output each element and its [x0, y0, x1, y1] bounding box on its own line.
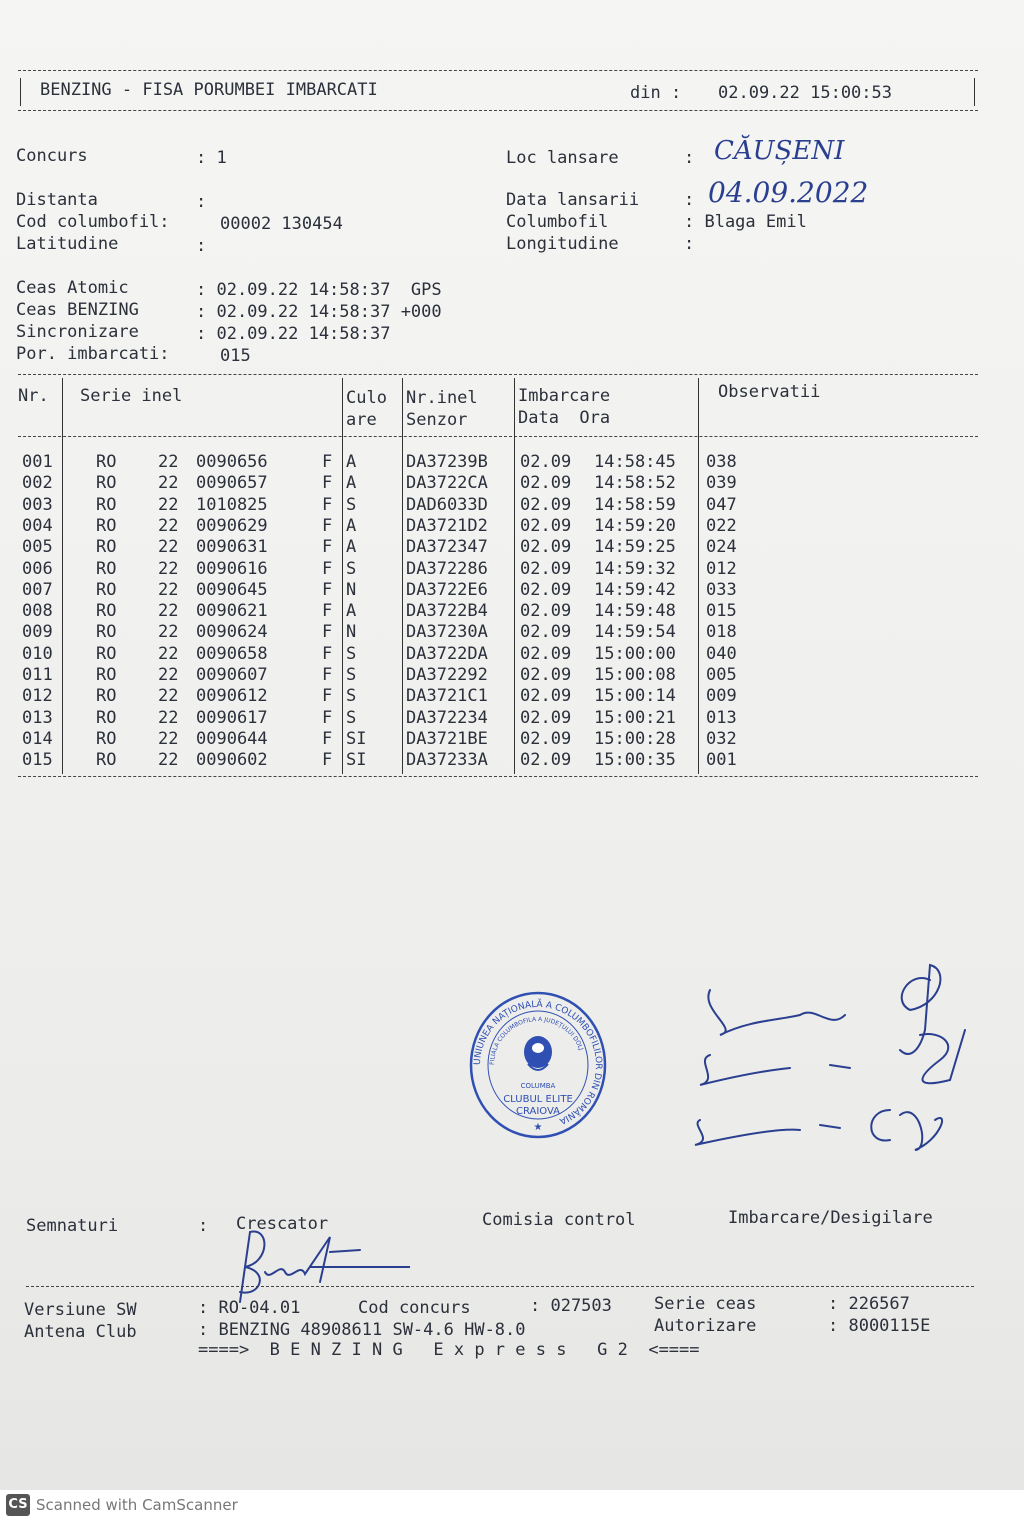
header-observatii: Observatii — [718, 382, 821, 402]
document-title: BENZING - FISA PORUMBEI IMBARCATI — [40, 80, 378, 100]
distanta-label: Distanta — [16, 190, 98, 210]
cell-sex: F — [322, 686, 333, 707]
cell-obs: 013 — [706, 707, 737, 728]
cell-nr: 012 — [22, 686, 53, 707]
cell-year: 22 — [158, 643, 179, 664]
cell-ring: 0090607 — [196, 665, 268, 685]
header-nr: Nr. — [18, 386, 49, 406]
header-serie-inel: Serie inel — [80, 386, 183, 406]
cell-sex: F — [322, 601, 333, 622]
col-line-observatii — [698, 378, 699, 774]
cell-color: A — [346, 515, 357, 536]
versiune-label: Versiune SW — [24, 1300, 137, 1320]
cell-country: RO — [96, 750, 117, 771]
cell-country: RO — [96, 452, 117, 472]
signature-2-mark — [920, 1030, 965, 1083]
cell-ring: 0090602 — [196, 750, 268, 771]
cell-year: 22 — [158, 728, 179, 749]
table-top-border — [18, 374, 978, 375]
cell-sensor: DA3722CA — [406, 473, 488, 494]
stamp-star-icon: ★ — [533, 1122, 543, 1133]
cell-country: RO — [96, 601, 117, 622]
cell-sensor: DA3722E6 — [406, 579, 488, 600]
cell-time: 14:59:48 — [594, 601, 676, 622]
header-left-border — [20, 78, 21, 106]
cell-date: 02.09 — [520, 537, 572, 558]
concurs-label: Concurs — [16, 146, 88, 166]
semnaturi-label: Semnaturi — [26, 1216, 119, 1236]
cell-year: 22 — [158, 537, 179, 558]
cell-time: 14:59:20 — [594, 515, 676, 536]
cell-sex: F — [322, 643, 333, 664]
crescator-label: Crescator — [236, 1214, 329, 1234]
serie-ceas-value: : 226567 — [828, 1294, 910, 1314]
cell-nr: 010 — [22, 643, 53, 664]
table-header-border — [18, 436, 978, 437]
semnaturi-colon: : — [198, 1216, 209, 1236]
cell-year: 22 — [158, 750, 179, 771]
cell-date: 02.09 — [520, 452, 572, 472]
stamp-inner-text: FILIALA COLUMBOFILA A JUDEȚULUI DOLJ — [488, 1015, 585, 1066]
stamp-club-line1: CLUBUL ELITE — [503, 1094, 573, 1105]
por-imbarcati-label: Por. imbarcati: — [16, 344, 170, 364]
cell-color: S — [346, 494, 357, 515]
ceas-benzing-label: Ceas BENZING — [16, 300, 139, 320]
cell-country: RO — [96, 728, 117, 749]
header-data-ora: Data Ora — [518, 408, 611, 428]
cell-date: 02.09 — [520, 665, 572, 685]
cell-country: RO — [96, 515, 117, 536]
cell-country: RO — [96, 665, 117, 685]
por-imbarcati-value: 015 — [220, 346, 251, 366]
latitudine-value: : — [196, 236, 207, 256]
cell-date: 02.09 — [520, 473, 572, 494]
cell-year: 22 — [158, 473, 179, 494]
cell-nr: 004 — [22, 515, 53, 536]
cell-year: 22 — [158, 515, 179, 536]
cell-year: 22 — [158, 452, 179, 472]
cell-color: A — [346, 537, 357, 558]
cell-nr: 015 — [22, 750, 53, 771]
cell-ring: 0090621 — [196, 601, 268, 622]
col-line-imbarcare — [514, 378, 515, 774]
cell-sex: F — [322, 579, 333, 600]
cell-obs: 040 — [706, 643, 737, 664]
header-nrinel: Nr.inel — [406, 388, 478, 408]
cell-color: N — [346, 622, 357, 643]
cell-sex: F — [322, 750, 333, 771]
header-din-value: 02.09.22 15:00:53 — [718, 83, 892, 103]
latitudine-label: Latitudine — [16, 234, 119, 254]
cell-date: 02.09 — [520, 686, 572, 707]
cell-color: S — [346, 558, 357, 579]
cell-country: RO — [96, 686, 117, 707]
cell-sensor: DA37233A — [406, 750, 488, 771]
cell-obs: 033 — [706, 579, 737, 600]
loc-lansare-colon: : — [684, 148, 695, 168]
cell-ring: 0090658 — [196, 643, 268, 664]
cell-date: 02.09 — [520, 728, 572, 749]
cell-year: 22 — [158, 707, 179, 728]
footer-separator — [26, 1286, 974, 1287]
signature-1-mark — [900, 965, 940, 1054]
cell-time: 14:58:45 — [594, 452, 676, 472]
cell-sex: F — [322, 494, 333, 515]
cell-ring: 0090629 — [196, 515, 268, 536]
cell-sensor: DA3722DA — [406, 643, 488, 664]
cell-nr: 001 — [22, 452, 53, 472]
cell-time: 15:00:35 — [594, 750, 676, 771]
comisia-label: Comisia control — [482, 1210, 636, 1230]
autorizare-value: : 8000115E — [828, 1316, 931, 1336]
header-right-border — [974, 78, 975, 106]
cell-ring: 0090612 — [196, 686, 268, 707]
stamp-columba: COLUMBA — [520, 1082, 556, 1090]
camscanner-label: Scanned with CamScanner — [36, 1496, 238, 1514]
header-culo: Culo — [346, 388, 387, 408]
cell-nr: 006 — [22, 558, 53, 579]
cell-time: 15:00:28 — [594, 728, 676, 749]
cell-date: 02.09 — [520, 643, 572, 664]
cell-obs: 038 — [706, 452, 737, 472]
cell-ring: 0090624 — [196, 622, 268, 643]
cell-time: 14:59:25 — [594, 537, 676, 558]
antena-label: Antena Club — [24, 1322, 137, 1342]
cell-time: 14:59:42 — [594, 579, 676, 600]
cell-year: 22 — [158, 665, 179, 685]
cell-sensor: DA372347 — [406, 537, 488, 558]
cell-nr: 005 — [22, 537, 53, 558]
ceas-benzing-value: : 02.09.22 14:58:37 +000 — [196, 302, 442, 322]
cell-sex: F — [322, 707, 333, 728]
cell-sex: F — [322, 622, 333, 643]
cell-obs: 018 — [706, 622, 737, 643]
cell-time: 15:00:21 — [594, 707, 676, 728]
cell-ring: 0090616 — [196, 558, 268, 579]
cell-obs: 047 — [706, 494, 737, 515]
cell-year: 22 — [158, 622, 179, 643]
longitudine-value: : — [684, 234, 695, 254]
cell-sex: F — [322, 728, 333, 749]
club-stamp — [468, 990, 608, 1140]
cell-nr: 003 — [22, 494, 53, 515]
autorizare-label: Autorizare — [654, 1316, 757, 1336]
cell-color: S — [346, 686, 357, 707]
cell-nr: 007 — [22, 579, 53, 600]
cell-time: 15:00:08 — [594, 665, 676, 685]
header-top-border — [18, 70, 978, 71]
cell-sex: F — [322, 537, 333, 558]
cell-time: 15:00:14 — [594, 686, 676, 707]
cell-sensor: DA3721D2 — [406, 515, 488, 536]
antena-value: : BENZING 48908611 SW-4.6 HW-8.0 — [198, 1320, 526, 1340]
cell-time: 14:59:32 — [594, 558, 676, 579]
columbofil-label: Columbofil — [506, 212, 609, 232]
cell-date: 02.09 — [520, 579, 572, 600]
ceas-atomic-label: Ceas Atomic — [16, 278, 129, 298]
cell-sensor: DA372286 — [406, 558, 488, 579]
cell-nr: 009 — [22, 622, 53, 643]
cell-date: 02.09 — [520, 601, 572, 622]
cell-year: 22 — [158, 686, 179, 707]
cell-nr: 011 — [22, 665, 53, 685]
cell-obs: 009 — [706, 686, 737, 707]
cell-color: SI — [346, 728, 367, 749]
cell-date: 02.09 — [520, 494, 572, 515]
cell-obs: 039 — [706, 473, 737, 494]
cell-color: A — [346, 452, 357, 472]
camscanner-logo-icon: CS — [6, 1494, 30, 1516]
cod-concurs-value: : 027503 — [530, 1296, 612, 1316]
header-bottom-border — [18, 110, 978, 111]
cell-year: 22 — [158, 579, 179, 600]
ceas-atomic-value: : 02.09.22 14:58:37 GPS — [196, 280, 442, 300]
loc-lansare-value: CĂUȘENI — [714, 136, 845, 166]
cod-columbofil-label: Cod columbofil: — [16, 212, 170, 232]
cell-country: RO — [96, 558, 117, 579]
header-imbarcare: Imbarcare — [518, 386, 611, 406]
cell-date: 02.09 — [520, 707, 572, 728]
cell-date: 02.09 — [520, 558, 572, 579]
data-lansarii-label: Data lansarii — [506, 190, 640, 210]
longitudine-label: Longitudine — [506, 234, 619, 254]
cell-color: A — [346, 473, 357, 494]
col-line-nr — [62, 378, 63, 774]
cell-sensor: DA3721C1 — [406, 686, 488, 707]
signature-3-mark — [871, 1110, 942, 1150]
distanta-value: : — [196, 192, 207, 212]
cell-nr: 008 — [22, 601, 53, 622]
sincronizare-value: : 02.09.22 14:58:37 — [196, 324, 391, 344]
cod-columbofil-value: 00002 130454 — [220, 214, 343, 234]
cell-ring: 0090657 — [196, 473, 268, 494]
cell-sensor: DAD6033D — [406, 494, 488, 515]
cell-color: N — [346, 579, 357, 600]
serie-ceas-label: Serie ceas — [654, 1294, 757, 1314]
columbofil-value: : Blaga Emil — [684, 212, 807, 232]
header-din-label: din : — [630, 83, 682, 103]
cell-sensor: DA37239B — [406, 452, 488, 472]
cell-sex: F — [322, 515, 333, 536]
cell-country: RO — [96, 473, 117, 494]
cell-obs: 001 — [706, 750, 737, 771]
cell-time: 14:59:54 — [594, 622, 676, 643]
cell-color: S — [346, 643, 357, 664]
cell-time: 15:00:00 — [594, 643, 676, 664]
cell-obs: 022 — [706, 515, 737, 536]
stamp-club-line2: CRAIOVA — [515, 1106, 561, 1117]
cell-year: 22 — [158, 558, 179, 579]
cell-country: RO — [96, 579, 117, 600]
cell-year: 22 — [158, 601, 179, 622]
cell-obs: 005 — [706, 665, 737, 685]
header-are: are — [346, 410, 377, 430]
stamp-ring-text: UNIUNEA NAȚIONALĂ A COLUMBOFILILOR DIN ROMÂNIA — [472, 999, 604, 1126]
cell-year: 22 — [158, 494, 179, 515]
cell-color: A — [346, 601, 357, 622]
cell-country: RO — [96, 537, 117, 558]
cell-country: RO — [96, 494, 117, 515]
cell-color: S — [346, 707, 357, 728]
col-line-nrinel — [402, 378, 403, 774]
table-bottom-border — [18, 776, 978, 777]
imbarcare-desigilare-label: Imbarcare/Desigilare — [728, 1208, 933, 1228]
cell-date: 02.09 — [520, 515, 572, 536]
versiune-value: : RO-04.01 — [198, 1298, 301, 1318]
sincronizare-label: Sincronizare — [16, 322, 139, 342]
cell-nr: 014 — [22, 728, 53, 749]
cell-ring: 1010825 — [196, 494, 268, 515]
cell-sensor: DA37230A — [406, 622, 488, 643]
data-lansarii-colon: : — [684, 190, 695, 210]
cell-obs: 012 — [706, 558, 737, 579]
cell-sex: F — [322, 452, 333, 472]
cell-ring: 0090644 — [196, 728, 268, 749]
concurs-value: : 1 — [196, 148, 227, 168]
cell-ring: 0090656 — [196, 452, 268, 472]
data-lansarii-value: 04.09.2022 — [708, 176, 869, 209]
cell-country: RO — [96, 643, 117, 664]
col-line-culo — [342, 378, 343, 774]
cell-color: SI — [346, 750, 367, 771]
cell-color: S — [346, 665, 357, 685]
cell-ring: 0090631 — [196, 537, 268, 558]
cell-time: 14:58:59 — [594, 494, 676, 515]
benzing-banner: ====> B E N Z I N G E x p r e s s G 2 <==== — [198, 1340, 700, 1360]
cell-date: 02.09 — [520, 750, 572, 771]
cell-nr: 002 — [22, 473, 53, 494]
loc-lansare-label: Loc lansare — [506, 148, 619, 168]
cell-sex: F — [322, 473, 333, 494]
pigeon-emblem-icon — [524, 1036, 552, 1070]
cell-obs: 024 — [706, 537, 737, 558]
cell-sensor: DA3722B4 — [406, 601, 488, 622]
cell-sensor: DA372234 — [406, 707, 488, 728]
cell-country: RO — [96, 622, 117, 643]
cell-nr: 013 — [22, 707, 53, 728]
cell-time: 14:58:52 — [594, 473, 676, 494]
cell-country: RO — [96, 707, 117, 728]
cell-sensor: DA3721BE — [406, 728, 488, 749]
cell-obs: 032 — [706, 728, 737, 749]
cod-concurs-label: Cod concurs — [358, 1298, 471, 1318]
cell-ring: 0090617 — [196, 707, 268, 728]
cell-ring: 0090645 — [196, 579, 268, 600]
cell-sex: F — [322, 558, 333, 579]
cell-sensor: DA372292 — [406, 665, 488, 685]
cell-date: 02.09 — [520, 622, 572, 643]
header-senzor: Senzor — [406, 410, 468, 430]
cell-sex: F — [322, 665, 333, 685]
cell-obs: 015 — [706, 601, 737, 622]
